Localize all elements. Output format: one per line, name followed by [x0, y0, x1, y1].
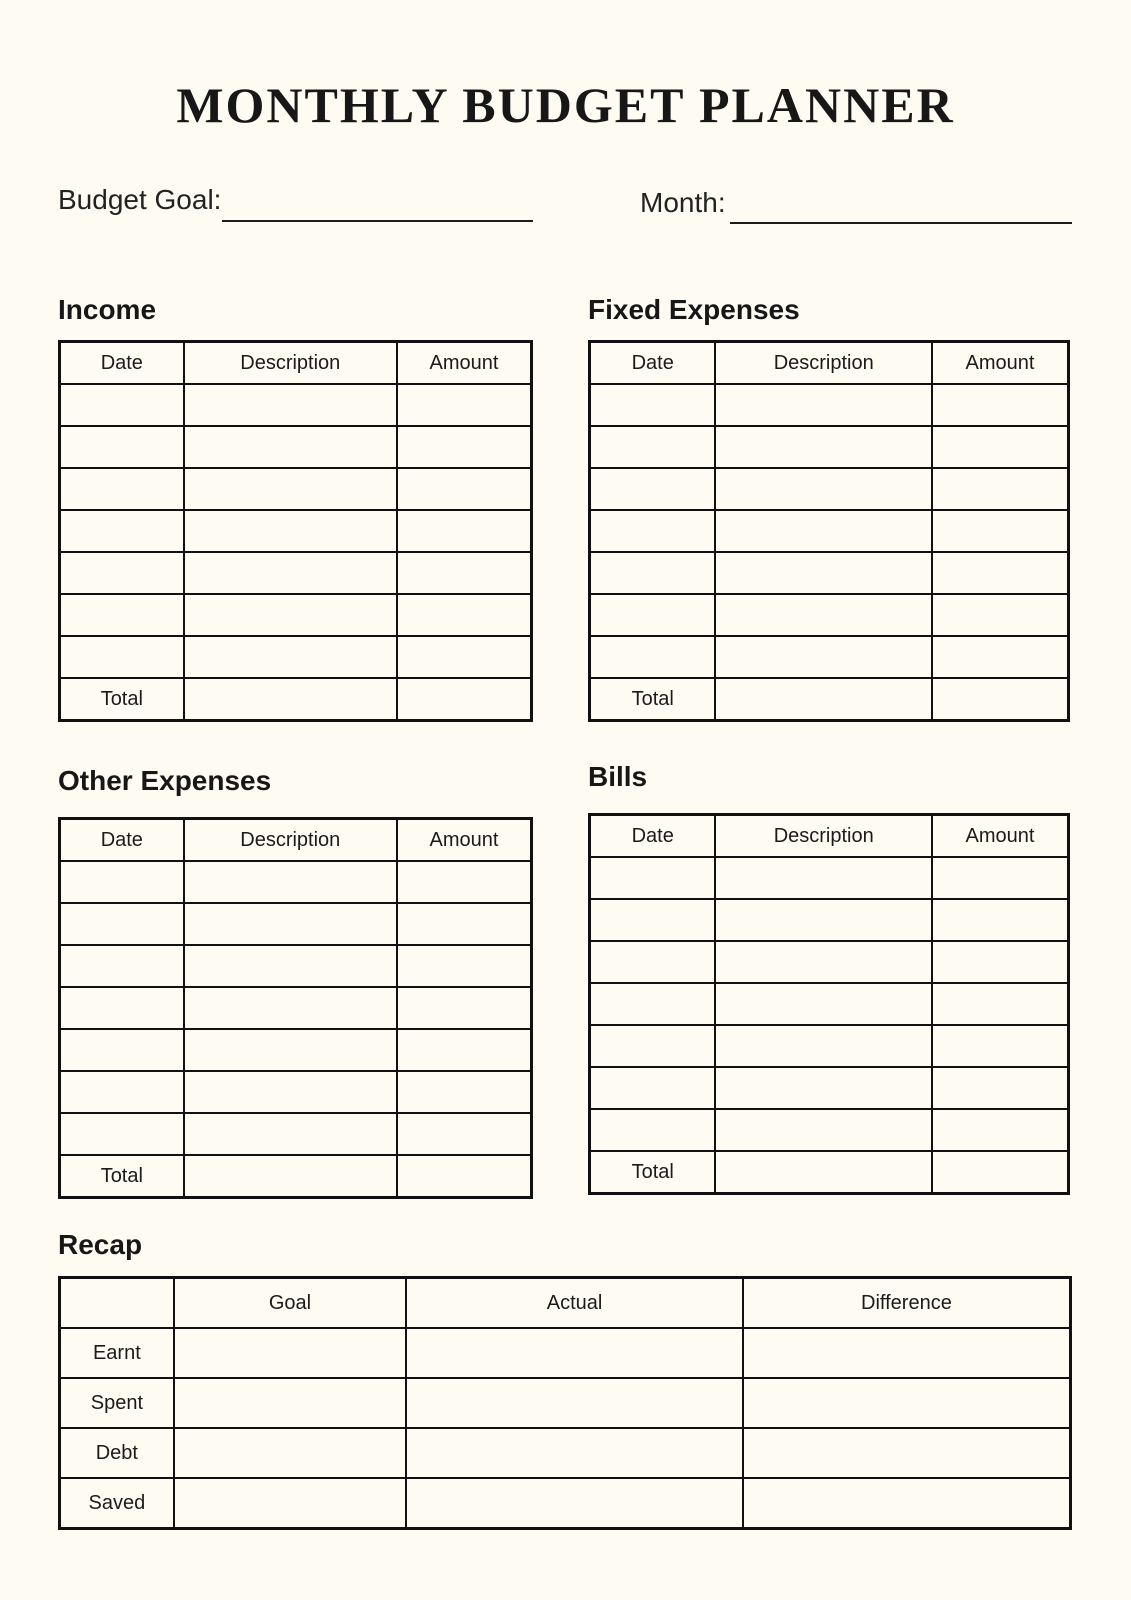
empty-cell [184, 552, 397, 594]
recap-row-saved [60, 1478, 1071, 1529]
empty-cell [397, 1113, 532, 1155]
empty-cell [397, 510, 532, 552]
empty-cell [590, 552, 716, 594]
total-row [60, 678, 532, 721]
column-header-description: Description [715, 342, 932, 385]
fixed-expenses-table [588, 340, 1070, 722]
table-row [590, 594, 1069, 636]
empty-cell [60, 987, 184, 1029]
empty-cell [590, 636, 716, 678]
column-header-date: Date [590, 815, 716, 858]
empty-cell [590, 594, 716, 636]
empty-cell [932, 510, 1069, 552]
row-label-saved: Saved [60, 1478, 174, 1529]
empty-cell [715, 1025, 932, 1067]
empty-cell [60, 594, 184, 636]
table-row [590, 899, 1069, 941]
total-row [590, 1151, 1069, 1194]
empty-cell [715, 426, 932, 468]
empty-cell [184, 636, 397, 678]
empty-cell [743, 1328, 1071, 1378]
column-header-date: Date [590, 342, 716, 385]
empty-cell [590, 510, 716, 552]
recap-header-row [60, 1278, 1071, 1329]
column-header-actual: Actual [406, 1278, 743, 1329]
empty-cell [743, 1478, 1071, 1529]
table-row [60, 861, 532, 903]
empty-cell [932, 426, 1069, 468]
month-label: Month: [640, 187, 726, 218]
empty-cell [184, 384, 397, 426]
budget-goal-label: Budget Goal: [58, 184, 222, 215]
empty-cell [715, 384, 932, 426]
column-header-description: Description [184, 342, 397, 385]
empty-cell [184, 678, 397, 721]
empty-cell [60, 903, 184, 945]
empty-cell [397, 987, 532, 1029]
empty-cell [743, 1428, 1071, 1478]
page-title: MONTHLY BUDGET PLANNER [176, 77, 955, 133]
income-table [58, 340, 533, 722]
table-row [60, 636, 532, 678]
table-row [60, 510, 532, 552]
empty-cell [184, 1071, 397, 1113]
recap-row-spent [60, 1378, 1071, 1428]
table-row [590, 857, 1069, 899]
table-row [590, 1025, 1069, 1067]
empty-cell [397, 1029, 532, 1071]
empty-cell [590, 941, 716, 983]
table-row [60, 552, 532, 594]
empty-cell [60, 510, 184, 552]
total-row [590, 678, 1069, 721]
empty-cell [184, 945, 397, 987]
recap-row-debt [60, 1428, 1071, 1478]
other-expenses-table [58, 817, 533, 1199]
empty-cell [60, 426, 184, 468]
total-label: Total [60, 678, 184, 721]
column-header-amount: Amount [932, 815, 1069, 858]
table-row [60, 1071, 532, 1113]
column-header-amount: Amount [397, 819, 532, 862]
column-header-description: Description [184, 819, 397, 862]
table-row [590, 1067, 1069, 1109]
empty-cell [184, 510, 397, 552]
empty-cell [715, 678, 932, 721]
bills-heading: Bills [588, 761, 648, 792]
table-row [590, 468, 1069, 510]
budget-goal-blank-line [222, 220, 533, 222]
table-row [60, 426, 532, 468]
table-header-row [590, 815, 1069, 858]
empty-cell [60, 1071, 184, 1113]
column-header-amount: Amount [932, 342, 1069, 385]
empty-cell [397, 426, 532, 468]
empty-cell [397, 384, 532, 426]
table-header-row [590, 342, 1069, 385]
row-label-debt: Debt [60, 1428, 174, 1478]
empty-cell [715, 1151, 932, 1194]
column-header-date: Date [60, 819, 184, 862]
empty-cell [932, 1025, 1069, 1067]
empty-cell [174, 1428, 407, 1478]
empty-cell [60, 468, 184, 510]
empty-cell [932, 552, 1069, 594]
table-row [590, 1109, 1069, 1151]
empty-cell [932, 899, 1069, 941]
table-row [590, 426, 1069, 468]
other-expenses-heading: Other Expenses [58, 765, 272, 796]
empty-cell [60, 945, 184, 987]
empty-cell [715, 510, 932, 552]
empty-cell [184, 594, 397, 636]
empty-cell [932, 1067, 1069, 1109]
empty-cell [590, 899, 716, 941]
empty-cell [397, 945, 532, 987]
total-label: Total [590, 1151, 716, 1194]
empty-cell [184, 1113, 397, 1155]
empty-cell [174, 1328, 407, 1378]
empty-cell [174, 1378, 407, 1428]
empty-cell [715, 983, 932, 1025]
total-row [60, 1155, 532, 1198]
empty-cell [715, 552, 932, 594]
empty-cell [743, 1378, 1071, 1428]
empty-cell [397, 594, 532, 636]
row-label-earnt: Earnt [60, 1328, 174, 1378]
table-row [60, 903, 532, 945]
column-header-amount: Amount [397, 342, 532, 385]
empty-header-cell [60, 1278, 174, 1329]
recap-row-earnt [60, 1328, 1071, 1378]
table-row [590, 384, 1069, 426]
empty-cell [715, 899, 932, 941]
empty-cell [715, 941, 932, 983]
empty-cell [590, 1067, 716, 1109]
empty-cell [590, 1109, 716, 1151]
table-row [60, 384, 532, 426]
table-header-row [60, 342, 532, 385]
empty-cell [397, 1071, 532, 1113]
empty-cell [184, 468, 397, 510]
fixed-expenses-heading: Fixed Expenses [588, 294, 800, 325]
empty-cell [932, 857, 1069, 899]
empty-cell [60, 1029, 184, 1071]
recap-table [58, 1276, 1072, 1530]
empty-cell [184, 987, 397, 1029]
empty-cell [184, 1029, 397, 1071]
empty-cell [60, 1113, 184, 1155]
month-blank-line [730, 222, 1072, 224]
empty-cell [397, 636, 532, 678]
table-row [60, 1113, 532, 1155]
empty-cell [60, 552, 184, 594]
column-header-description: Description [715, 815, 932, 858]
section-recap [58, 1228, 1072, 1530]
empty-cell [590, 384, 716, 426]
empty-cell [932, 594, 1069, 636]
empty-cell [715, 1067, 932, 1109]
empty-cell [406, 1328, 743, 1378]
table-row [60, 594, 532, 636]
empty-cell [715, 594, 932, 636]
empty-cell [932, 636, 1069, 678]
table-row [60, 1029, 532, 1071]
table-row [60, 987, 532, 1029]
empty-cell [715, 1109, 932, 1151]
column-header-goal: Goal [174, 1278, 407, 1329]
empty-cell [174, 1478, 407, 1529]
empty-cell [60, 861, 184, 903]
empty-cell [715, 636, 932, 678]
empty-cell [932, 384, 1069, 426]
empty-cell [184, 903, 397, 945]
empty-cell [184, 426, 397, 468]
recap-heading: Recap [58, 1229, 143, 1260]
table-row [590, 636, 1069, 678]
section-bills [588, 760, 1070, 1195]
empty-cell [397, 468, 532, 510]
income-heading: Income [58, 294, 157, 325]
empty-cell [590, 983, 716, 1025]
empty-cell [932, 678, 1069, 721]
empty-cell [932, 1151, 1069, 1194]
table-row [60, 945, 532, 987]
empty-cell [715, 468, 932, 510]
empty-cell [590, 857, 716, 899]
total-label: Total [60, 1155, 184, 1198]
empty-cell [932, 941, 1069, 983]
table-row [590, 983, 1069, 1025]
table-row [60, 468, 532, 510]
column-header-difference: Difference [743, 1278, 1071, 1329]
empty-cell [590, 1025, 716, 1067]
table-header-row [60, 819, 532, 862]
table-row [590, 941, 1069, 983]
bills-table [588, 813, 1070, 1195]
total-label: Total [590, 678, 716, 721]
section-fixed-expenses [588, 293, 1070, 722]
empty-cell [184, 1155, 397, 1198]
table-row [590, 510, 1069, 552]
empty-cell [406, 1378, 743, 1428]
empty-cell [406, 1428, 743, 1478]
empty-cell [406, 1478, 743, 1529]
empty-cell [590, 426, 716, 468]
empty-cell [932, 468, 1069, 510]
empty-cell [397, 861, 532, 903]
row-label-spent: Spent [60, 1378, 174, 1428]
empty-cell [715, 857, 932, 899]
empty-cell [397, 552, 532, 594]
table-row [590, 552, 1069, 594]
empty-cell [932, 983, 1069, 1025]
section-income [58, 293, 533, 722]
column-header-date: Date [60, 342, 184, 385]
empty-cell [397, 903, 532, 945]
empty-cell [932, 1109, 1069, 1151]
empty-cell [60, 636, 184, 678]
empty-cell [60, 384, 184, 426]
section-other-expenses [58, 764, 533, 1199]
empty-cell [184, 861, 397, 903]
empty-cell [397, 678, 532, 721]
empty-cell [590, 468, 716, 510]
empty-cell [397, 1155, 532, 1198]
